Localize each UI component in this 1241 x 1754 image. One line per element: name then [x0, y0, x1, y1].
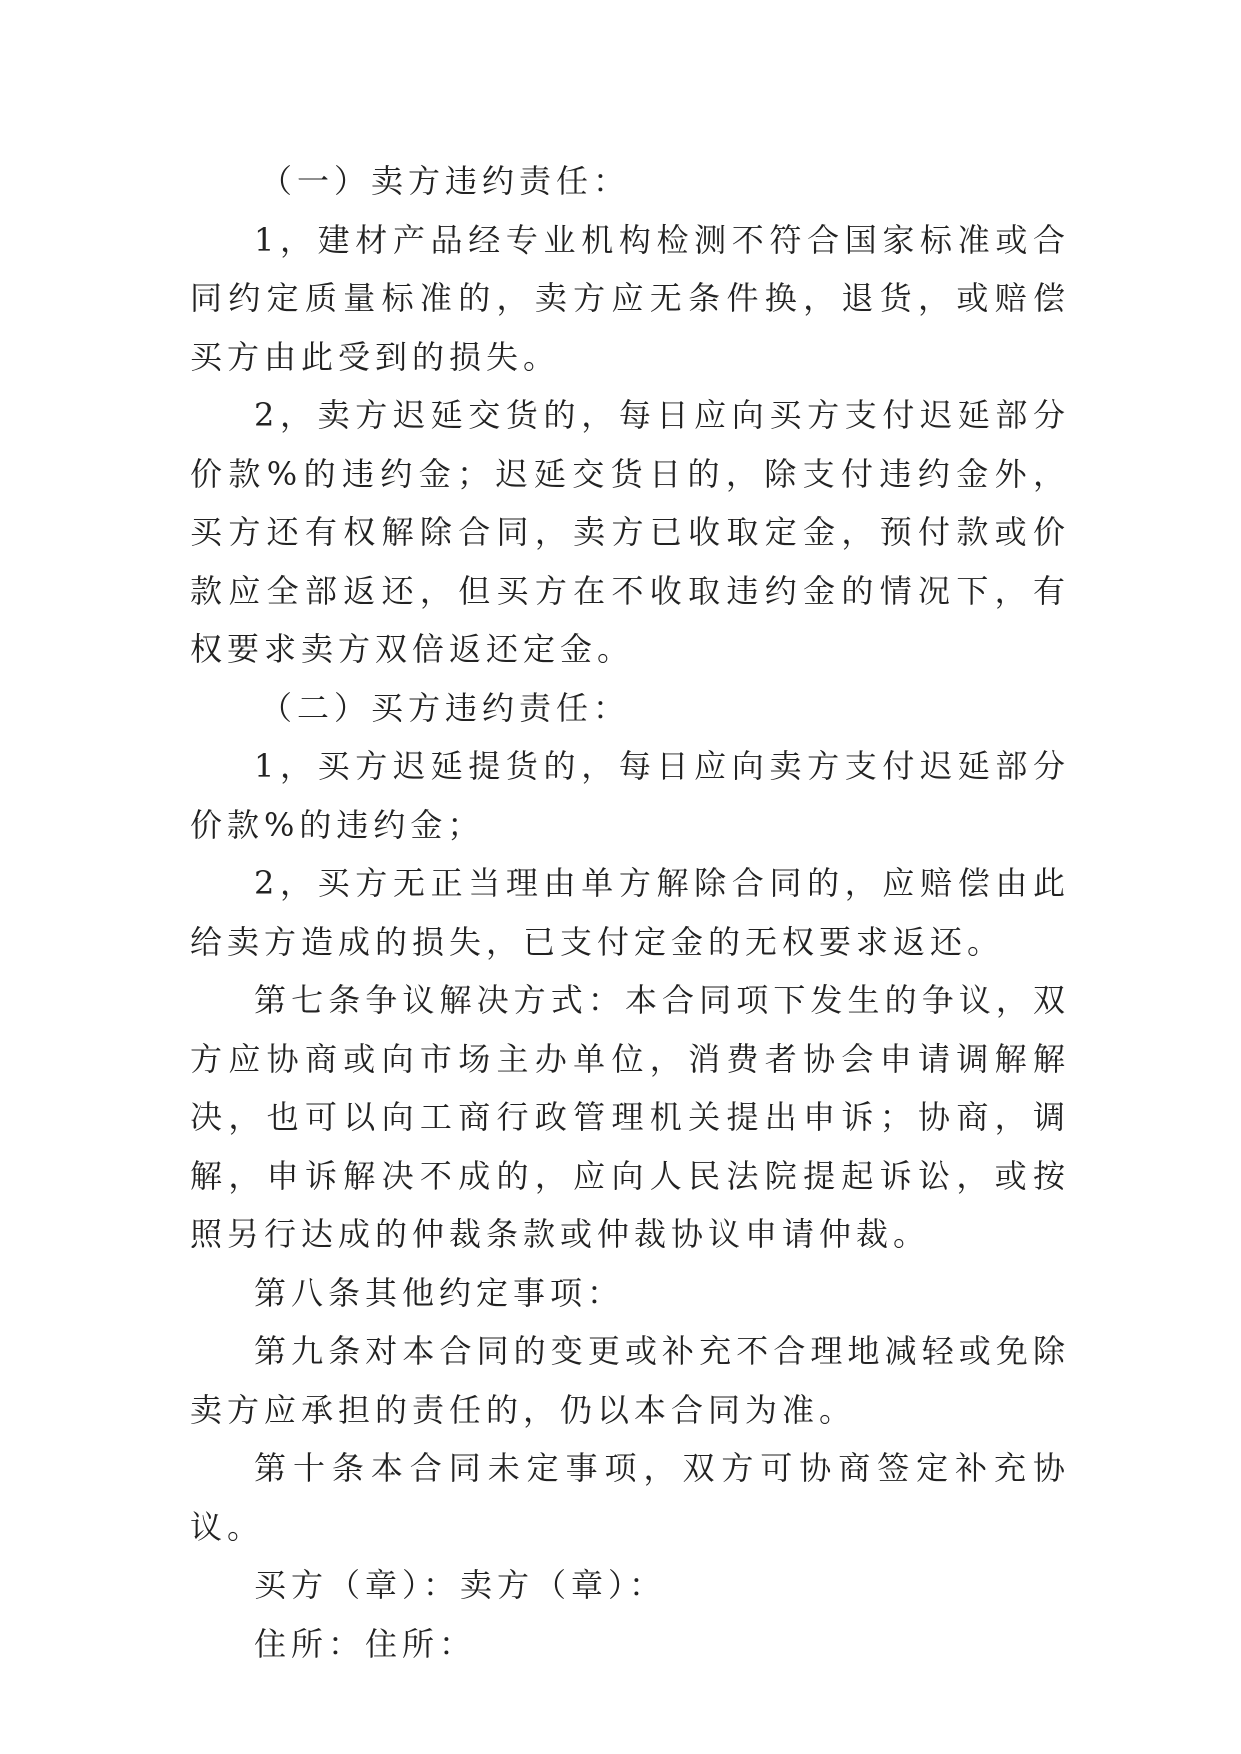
paragraph-article-8: 第八条其他约定事项：	[254, 1273, 625, 1312]
signature-line-address: 住所：住所：	[254, 1624, 477, 1663]
paragraph-seller-delay: 2，卖方迟延交货的，每日应向买方支付迟延部分价款%的违约金；迟延交货日的，除支付违约金外，买方还有权解除合同，卖方已收取定金，预付款或价款应全部返还，但买方在不收取违约金的情况下，有权要求卖方双倍返还定金。	[190, 396, 1070, 668]
paragraph-buyer-termination: 2，买方无正当理由单方解除合同的，应赔偿由此给卖方造成的损失，已支付定金的无权要求返还。	[190, 864, 1070, 961]
paragraph-seller-quality: 1，建材产品经专业机构检测不符合国家标准或合同约定质量标准的，卖方应无条件换，退货，或赔偿买方由此受到的损失。	[190, 220, 1070, 376]
signature-line-seals: 买方（章）：卖方（章）：	[254, 1566, 667, 1604]
section-heading-buyer-liability: （二）买方违约责任：	[260, 688, 631, 727]
section-heading-seller-liability: （一）卖方违约责任：	[260, 162, 631, 200]
paragraph-buyer-delay: 1，买方迟延提货的，每日应向卖方支付迟延部分价款%的违约金；	[190, 747, 1070, 844]
paragraph-article-10: 第十条本合同未定事项，双方可协商签定补充协议。	[190, 1449, 1070, 1546]
paragraph-article-7: 第七条争议解决方式：本合同项下发生的争议，双方应协商或向市场主办单位，消费者协会申请调解解决，也可以向工商行政管理机关提出申诉；协商，调解，申诉解决不成的，应向人民法院提起诉讼，或按照另行达成的仲裁条款或仲裁协议申请仲裁。	[190, 981, 1070, 1253]
paragraph-article-9: 第九条对本合同的变更或补充不合理地减轻或免除卖方应承担的责任的，仍以本合同为准。	[190, 1332, 1070, 1429]
document-body	[190, 152, 1070, 1673]
